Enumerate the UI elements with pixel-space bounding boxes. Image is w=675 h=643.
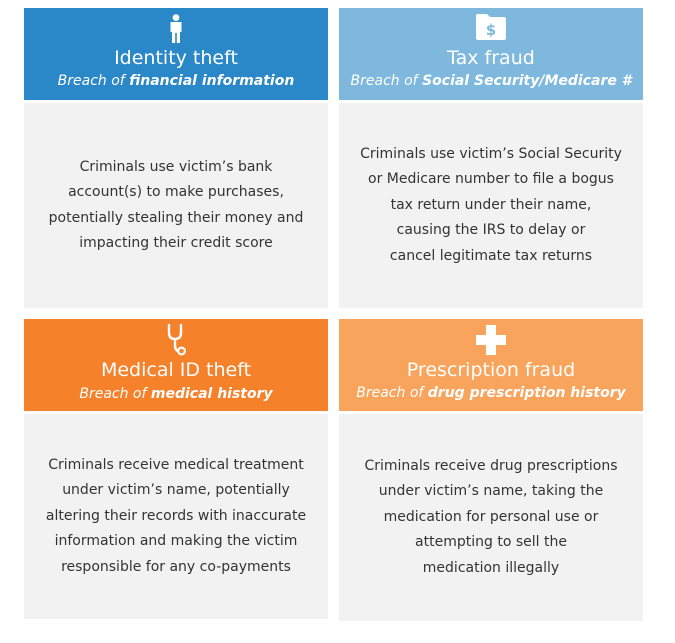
card-header (339, 319, 643, 411)
subtitle-prefix: Breach of (356, 385, 428, 401)
description-line: Criminals use victim’s bank (79, 158, 273, 175)
card-body (339, 414, 643, 621)
card-title: Identity theft (114, 47, 238, 69)
card-description (49, 155, 304, 257)
subtitle-emphasis: Social Security/Medicare # (422, 73, 632, 89)
card-description (360, 142, 622, 270)
subtitle-prefix: Breach of (350, 73, 423, 89)
description-line: medication for personal use or (383, 508, 599, 525)
card-subtitle (339, 385, 643, 401)
tax-fraud-card (339, 8, 643, 308)
card-header (339, 8, 643, 100)
card-body (24, 414, 328, 619)
svg-text:$: $ (485, 21, 497, 39)
card-description (364, 454, 617, 582)
description-line: account(s) to make purchases, (68, 184, 284, 200)
card-header (24, 8, 328, 100)
description-line: Criminals use victim’s Social Security (360, 145, 622, 162)
card-body (24, 103, 328, 308)
card-title: Prescription fraud (406, 359, 576, 381)
subtitle-emphasis: drug prescription history (427, 385, 626, 401)
description-line: Criminals receive drug prescriptions (364, 457, 618, 474)
description-line: attempting to sell the (415, 534, 567, 551)
description-line: altering their records with inaccurate (45, 507, 307, 524)
subtitle-emphasis: medical history (150, 386, 273, 402)
description-line: causing the IRS to delay or (396, 222, 586, 239)
card-subtitle (24, 73, 328, 89)
person-icon (168, 14, 184, 48)
description-line: tax return under their name, (390, 196, 592, 213)
card-description (46, 453, 306, 581)
card-body (339, 103, 643, 308)
description-line: medication illegally (422, 559, 560, 576)
description-line: under victim’s name, potentially (62, 482, 290, 499)
card-header (24, 319, 328, 411)
description-line: Criminals receive medical treatment (48, 456, 304, 473)
card-subtitle (24, 386, 328, 402)
identity-theft-card (24, 8, 328, 308)
card-title: Tax fraud (447, 47, 535, 69)
description-line: impacting their credit score (79, 235, 273, 251)
description-line: under victim’s name, taking the (378, 483, 604, 500)
card-subtitle (339, 73, 643, 89)
medical-id-theft-card (24, 319, 328, 619)
dollar-folder-icon (475, 13, 507, 45)
description-line: potentially stealing their money and (48, 209, 304, 226)
medical-cross-icon (476, 325, 506, 359)
description-line: responsible for any co-payments (61, 558, 291, 575)
description-line: cancel legitimate tax returns (389, 247, 593, 264)
description-line: or Medicare number to file a bogus (368, 171, 614, 188)
stethoscope-icon (165, 323, 187, 361)
subtitle-prefix: Breach of (57, 73, 130, 89)
prescription-fraud-card (339, 319, 643, 621)
card-title: Medical ID theft (100, 359, 252, 381)
subtitle-emphasis: financial information (129, 73, 295, 89)
subtitle-prefix: Breach of (79, 386, 151, 402)
description-line: information and making the victim (54, 533, 298, 550)
